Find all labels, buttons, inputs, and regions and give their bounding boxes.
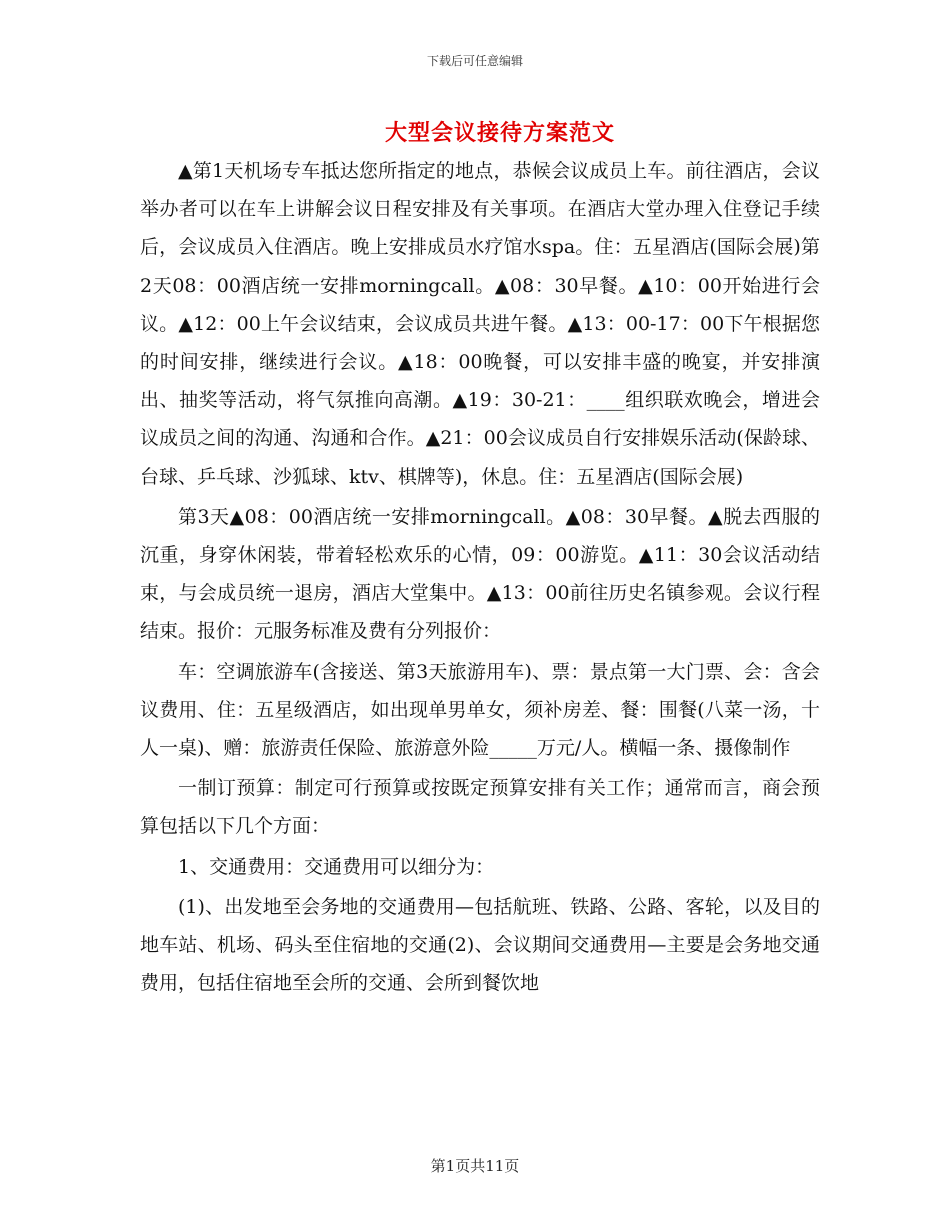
paragraph-transport-detail: (1)、出发地至会务地的交通费用—包括航班、铁路、公路、客轮，以及目的地车站、机场、码头至住宿地的交通(2)、会议期间交通费用—主要是会务地交通费用，包括住宿地至会所的交通、会所到餐饮地: [140, 895, 820, 995]
paragraph-schedule-day1-2: ▲第1天机场专车抵达您所指定的地点，恭候会议成员上车。前往酒店，会议举办者可以在车上讲解会议日程安排及有关事项。在酒店大堂办理入住登记手续后，会议成员入住酒店。晚上安排成员水疗馆水spa。住：五星酒店(国际会展)第2天08：00酒店统一安排morningcall。▲08：30早餐。▲10：00开始进行会议。▲12：00上午会议结束，会议成员共进午餐。▲13：00-17：00下午根据您的时间安排，继续进行会议。▲18：00晚餐，可以安排丰盛的晚宴，并安排演出、抽奖等活动，将气氛推向高潮。▲19：30-21：____组织联欢晚会，增进会议成员之间的沟通、沟通和合作。▲21：00会议成员自行安排娱乐活动(保龄球、台球、乒乓球、沙狐球、ktv、棋牌等)，休息。住：五星酒店(国际会展): [140, 160, 820, 488]
paragraph-services: 车：空调旅游车(含接送、第3天旅游用车)、票：景点第一大门票、会：含会议费用、住：五星级酒店，如出现单男单女，须补房差、餐：围餐(八菜一汤，十人一桌)、赠：旅游责任保险、旅游意外险_____万元/人。横幅一条、摄像制作: [140, 660, 820, 760]
page-footer-number: 第1页共11页: [430, 1157, 520, 1175]
document-title: 大型会议接待方案范文: [384, 120, 615, 146]
paragraph-schedule-day3: 第3天▲08：00酒店统一安排morningcall。▲08：30早餐。▲脱去西服的沉重，身穿休闲装，带着轻松欢乐的心情，09：00游览。▲11：30会议活动结束，与会成员统一退房，酒店大堂集中。▲13：00前往历史名镇参观。会议行程结束。报价：元服务标准及费有分列报价：: [140, 505, 820, 643]
page-header-note: 下载后可任意编辑: [426, 54, 523, 68]
document-body: [140, 152, 820, 1002]
paragraph-transport-heading: 1、交通费用：交通费用可以细分为：: [178, 855, 495, 878]
paragraph-budget-intro: 一制订预算：制定可行预算或按既定预算安排有关工作；通常而言，商会预算包括以下几个方面：: [140, 777, 820, 838]
